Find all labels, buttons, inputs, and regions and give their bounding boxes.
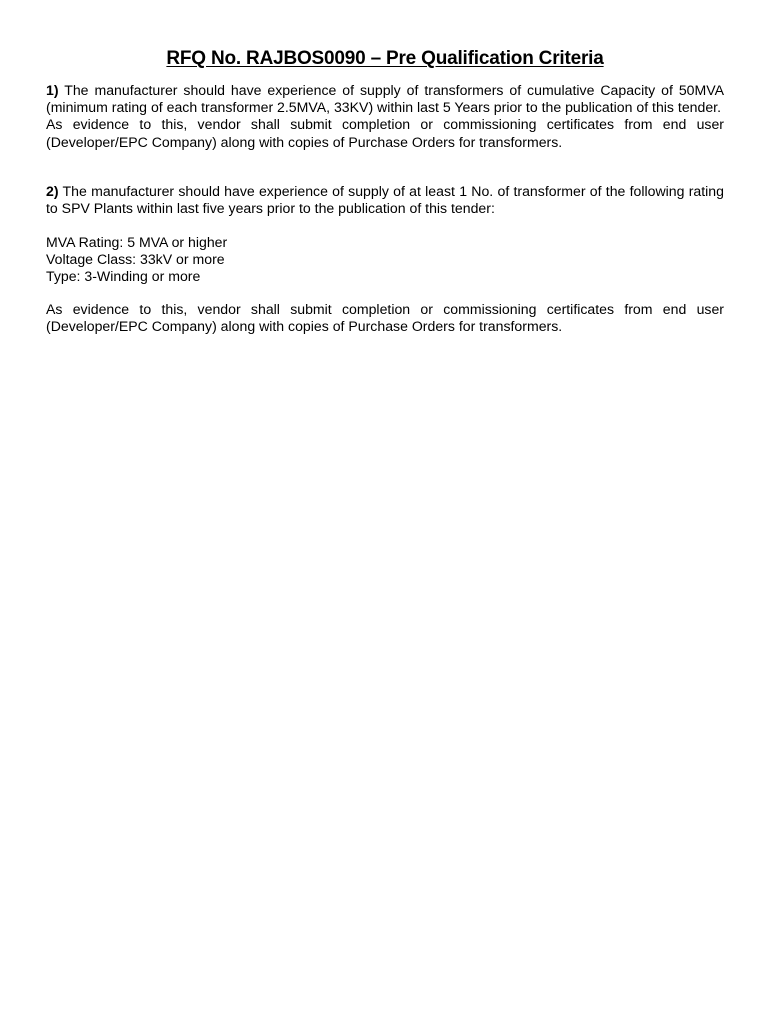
spec-type: Type: 3-Winding or more	[46, 268, 201, 285]
criterion-2-specs	[46, 234, 724, 286]
criterion-2-evidence-block	[46, 301, 724, 335]
criterion-2-text	[46, 183, 724, 217]
spec-mva-rating: MVA Rating: 5 MVA or higher	[46, 234, 228, 250]
criterion-2-description: The manufacturer should have experience of supply of at least 1 No. of transformer of the following rating to SPV Plants within last five years prior to the publication of this tender:	[46, 183, 724, 217]
criterion-1-number: 1)	[46, 82, 59, 98]
criterion-2-evidence: As evidence to this, vendor shall submit completion or commissioning certificates from end user (Developer/EPC Company) along with copies of Purchase Orders for transformers.	[46, 301, 724, 335]
spec-voltage-class: Voltage Class: 33kV or more	[46, 251, 225, 268]
criterion-2	[46, 183, 724, 217]
page-title: RFQ No. RAJBOS0090 – Pre Qualification Criteria	[166, 48, 604, 69]
criterion-1-evidence: As evidence to this, vendor shall submit completion or commissioning certificates from end user (Developer/EPC Company) along with copies of Purchase Orders for transformers.	[46, 116, 724, 150]
criterion-1-text	[46, 82, 724, 116]
criterion-2-number: 2)	[46, 183, 59, 199]
criterion-1	[46, 82, 724, 151]
criterion-1-description: The manufacturer should have experience of supply of transformers of cumulative Capacity of 50MVA (minimum rating of each transformer 2.5MVA, 33KV) within last 5 Years prior to the publication of this tender.	[46, 82, 724, 116]
